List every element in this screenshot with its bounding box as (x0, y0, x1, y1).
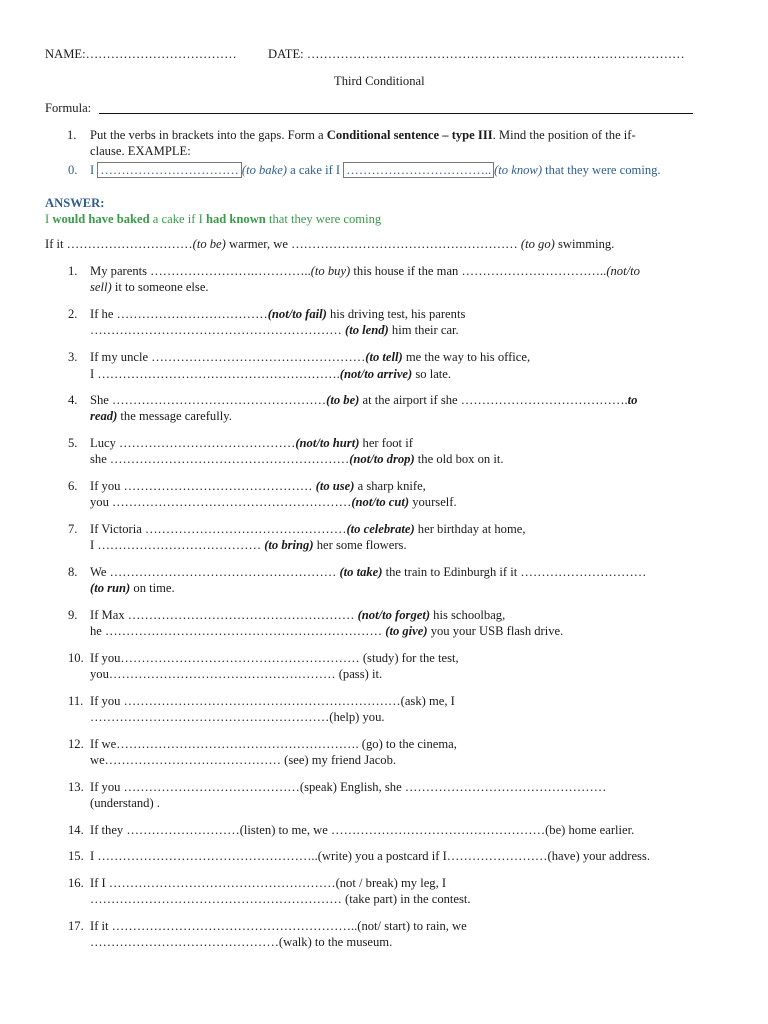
exercise-line (90, 538, 407, 553)
exercise-text: he ………………………………………………………… (90, 624, 386, 638)
example-sentence (90, 163, 661, 178)
exercise-text: the old box on it. (414, 452, 504, 466)
exercise-text: If Max ……………………………………………… (90, 608, 358, 622)
exercise-verb: (not/to hurt) (295, 436, 360, 450)
exercise-line: If we…………………………………………………. (go) to the cinema, (90, 737, 457, 751)
instruction-text-bold: Conditional sentence – type III (326, 128, 493, 142)
example-verb-1: (to bake) (241, 163, 287, 177)
exercise-line (90, 495, 457, 510)
answer-verb-1: would have baked (52, 212, 150, 226)
formula-blank-line (99, 113, 693, 114)
name-field (45, 47, 237, 62)
exercise-line (90, 264, 640, 279)
exercise-text: yourself. (409, 495, 457, 509)
exercise-line: you……………………………………………… (pass) it. (90, 667, 383, 681)
answer-verb-2: had known (205, 212, 266, 226)
exercise-verb: (to tell) (365, 350, 403, 364)
instruction-line-2: clause. EXAMPLE: (90, 144, 191, 158)
exercise-line: If it …………………………………………………..(not/ start) to rain, we (90, 919, 467, 933)
exercise-text: at the airport if she …………………………………. (359, 393, 628, 407)
name-label: NAME:……………………………… (45, 47, 237, 61)
answer-text-a: I (45, 212, 53, 226)
instruction-line-1 (90, 128, 636, 143)
exercise-text: Lucy …………………………………… (90, 436, 296, 450)
exercise-number: 13. (68, 780, 84, 794)
exercise-text: If Victoria ………………………………………… (90, 522, 347, 536)
exercise-line: …………………………………………………(help) you. (90, 710, 385, 724)
example-text-c: that they were coming. (542, 163, 661, 177)
intro-text-c: swimming. (554, 237, 615, 251)
intro-text-b: warmer, we ……………………………………………… (225, 237, 521, 251)
answer-text-c: a cake if I (149, 212, 206, 226)
exercise-text: She …………………………………………… (90, 393, 327, 407)
exercise-line (90, 565, 646, 580)
exercise-text: his driving test, his parents (326, 307, 466, 321)
exercise-text: a sharp knife, (354, 479, 426, 493)
example-number: 0. (68, 163, 78, 177)
exercise-number: 6. (68, 479, 78, 493)
exercise-text: her foot if (359, 436, 413, 450)
exercise-line (90, 479, 426, 494)
page-title: Third Conditional (334, 74, 425, 88)
exercise-text: so late. (412, 367, 452, 381)
exercise-number: 7. (68, 522, 78, 536)
exercise-number: 9. (68, 608, 78, 622)
answer-sentence (45, 212, 381, 227)
exercise-line: If you………………………………………………… (study) for the test, (90, 651, 459, 665)
exercise-number: 3. (68, 350, 78, 364)
exercise-verb: to (627, 393, 638, 407)
exercise-verb: (to buy) (310, 264, 351, 278)
intro-verb-2: (to go) (520, 237, 555, 251)
intro-sentence (45, 237, 614, 252)
exercise-verb: (to be) (326, 393, 360, 407)
exercise-number: 17. (68, 919, 84, 933)
exercise-number: 5. (68, 436, 78, 450)
answer-text-e: that they were coming (265, 212, 382, 226)
example-text-b: a cake if I (286, 163, 344, 177)
exercise-line (90, 436, 413, 451)
exercise-verb: (to celebrate) (346, 522, 415, 536)
exercise-text: I ………………………………… (90, 538, 265, 552)
instruction-number: 1. (67, 128, 77, 142)
exercise-line (90, 608, 505, 623)
exercise-number: 15. (68, 849, 84, 863)
exercise-verb: (not/to forget) (357, 608, 431, 622)
exercise-verb: (to run) (90, 581, 131, 595)
exercise-line: …………………………………………………… (take part) in the contest. (90, 892, 471, 906)
exercise-line (90, 581, 175, 596)
exercise-line: If I ………………………………………………(not / break) my leg, I (90, 876, 447, 890)
exercise-text: she ………………………………………………… (90, 452, 350, 466)
exercise-text: the train to Edinburgh if it ………………………… (382, 565, 647, 579)
exercise-text: you your USB flash drive. (427, 624, 564, 638)
exercise-line (90, 522, 526, 537)
exercise-text: me the way to his office, (402, 350, 531, 364)
formula-label: Formula: (45, 101, 92, 115)
exercise-text: My parents …………………….………….. (90, 264, 311, 278)
exercise-line: (understand) . (90, 796, 160, 810)
exercise-number: 11. (68, 694, 84, 708)
exercise-verb: read) (90, 409, 118, 423)
instruction-text-a: Put the verbs in brackets into the gaps. Form a (90, 128, 327, 142)
exercise-text: his schoolbag, (430, 608, 506, 622)
exercise-line (90, 350, 530, 365)
exercise-number: 2. (68, 307, 78, 321)
exercise-verb: (to lend) (345, 323, 389, 337)
example-gap-2: …………………………….. (343, 162, 494, 178)
exercise-text: him their car. (388, 323, 459, 337)
exercise-line: we…………………………………… (see) my friend Jacob. (90, 753, 397, 767)
exercise-line (90, 307, 465, 322)
exercise-text: the message carefully. (117, 409, 232, 423)
exercise-verb: (not/to fail) (267, 307, 327, 321)
exercise-verb: (to bring) (264, 538, 314, 552)
instruction-text-c: . Mind the position of the if- (492, 128, 636, 142)
exercise-number: 12. (68, 737, 84, 751)
exercise-line (90, 323, 459, 338)
example-verb-2: (to know) (494, 163, 543, 177)
exercise-line (90, 393, 637, 408)
exercise-text: If my uncle …………………………………………… (90, 350, 366, 364)
exercise-text: If you ……………………………………… (90, 479, 316, 493)
exercise-number: 8. (68, 565, 78, 579)
exercise-verb: (to use) (315, 479, 355, 493)
exercise-text: We ……………………………………………… (90, 565, 340, 579)
exercise-line: ………………………………………(walk) to the museum. (90, 935, 393, 949)
exercise-number: 4. (68, 393, 78, 407)
exercise-text: …………………………………………………… (90, 323, 346, 337)
exercise-line: If you …………………………………………………………(ask) me, I (90, 694, 455, 708)
date-label: DATE: ……………………………………………………………………………… (268, 47, 685, 61)
exercise-verb: (not/to (606, 264, 640, 278)
exercise-verb: (not/to arrive) (339, 367, 413, 381)
example-gap-1: …………………………… (97, 162, 242, 178)
exercise-text: her some flowers. (313, 538, 407, 552)
exercise-line (90, 624, 563, 639)
intro-verb-1: (to be) (192, 237, 226, 251)
intro-text-a: If it ………………………… (45, 237, 193, 251)
exercise-text: on time. (130, 581, 175, 595)
exercise-text: her birthday at home, (414, 522, 526, 536)
exercise-text: I …………………………………………………. (90, 367, 340, 381)
exercise-line (90, 452, 504, 467)
exercise-line: I ……………………………………………..(write) you a postcard if I……………………(have) your address. (90, 849, 650, 863)
exercise-line (90, 367, 451, 382)
exercise-verb: (to give) (385, 624, 428, 638)
exercise-text: this house if the man …………………………….. (350, 264, 607, 278)
exercise-line (90, 409, 232, 424)
exercise-number: 16. (68, 876, 84, 890)
exercise-number: 10. (68, 651, 84, 665)
exercise-verb: (not/to cut) (351, 495, 410, 509)
exercise-number: 1. (68, 264, 78, 278)
example-text-a: I (90, 163, 98, 177)
exercise-verb: sell) (90, 280, 112, 294)
exercise-verb: (not/to drop) (349, 452, 415, 466)
exercise-line: If they ………………………(listen) to me, we ……………………………………………(be) home earlier. (90, 823, 635, 837)
exercise-text: it to someone else. (111, 280, 209, 294)
answer-heading: ANSWER: (45, 196, 105, 210)
exercise-line (90, 280, 209, 295)
exercise-verb: (to take) (339, 565, 383, 579)
exercise-text: If he ……………………………… (90, 307, 268, 321)
exercise-line: If you ……………………………………(speak) English, she ………………………………………… (90, 780, 607, 794)
exercise-text: you ………………………………………………… (90, 495, 352, 509)
exercise-number: 14. (68, 823, 84, 837)
date-field (268, 47, 685, 62)
